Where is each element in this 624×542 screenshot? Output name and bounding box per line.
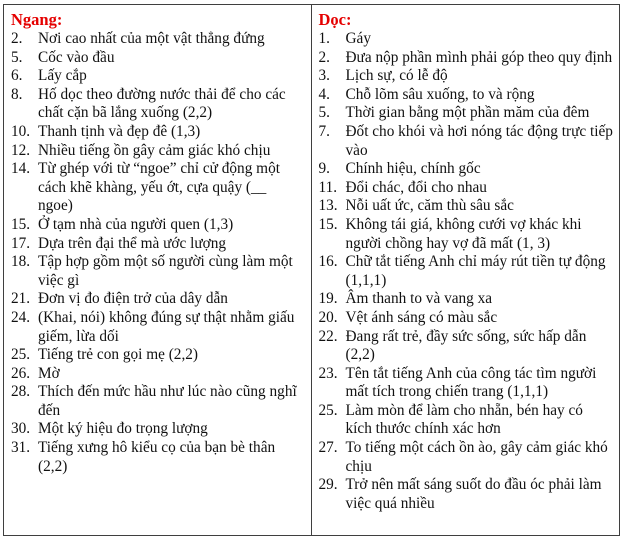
clue-number: 16. <box>318 253 338 271</box>
clue-item <box>11 123 307 142</box>
clue-text: Chính hiệu, chính gốc <box>345 160 481 178</box>
clue-item <box>319 439 616 476</box>
clue-text: Âm thanh to và vang xa <box>345 290 493 308</box>
clue-number: 8. <box>11 85 23 103</box>
clue-item <box>11 290 307 309</box>
clue-item <box>11 365 307 384</box>
clue-number: 15. <box>11 215 31 233</box>
clue-text: Cốc vào đầu <box>38 48 115 66</box>
clue-item <box>11 49 307 68</box>
clue-item <box>11 235 307 254</box>
clue-number: 28. <box>11 383 31 401</box>
clue-number: 13. <box>318 197 338 215</box>
clue-item <box>11 420 307 439</box>
clue-item <box>11 142 307 161</box>
clue-item <box>319 30 616 49</box>
clue-number: 17. <box>11 234 31 252</box>
clue-text: Không tái giá, không cưới vợ khác khi người chồng hay vợ đã mất (1, 3) <box>345 215 582 252</box>
clue-item <box>11 216 307 235</box>
clue-item <box>319 86 616 105</box>
clue-number: 4. <box>318 85 330 103</box>
clue-number: 23. <box>318 364 338 382</box>
clue-text: Thời gian bằng một phần măm của đêm <box>345 104 590 122</box>
clue-item <box>319 365 616 402</box>
clue-text: Đưa nộp phần mình phải góp theo quy định <box>345 48 613 66</box>
clue-item <box>319 216 616 253</box>
across-column <box>4 5 312 535</box>
clue-text: To tiếng một cách ồn ào, gây cảm giác khó chịu <box>345 439 608 475</box>
clue-number: 12. <box>11 141 31 159</box>
clue-item <box>11 67 307 86</box>
clue-item <box>11 346 307 365</box>
clue-number: 26. <box>11 364 31 382</box>
clue-item <box>11 383 307 420</box>
clue-number: 1. <box>318 30 330 47</box>
clue-item <box>11 309 307 346</box>
down-column <box>312 5 620 535</box>
clue-item <box>319 402 616 439</box>
clue-number: 18. <box>11 253 31 271</box>
clue-item <box>319 476 616 513</box>
clue-number: 31. <box>11 439 31 457</box>
clue-text: Đang rất trẻ, đầy sức sống, sức hấp dẫn (2,2) <box>345 327 587 364</box>
clue-number: 2. <box>11 30 23 47</box>
clue-text: Tập hợp gồm một số người cùng làm một việc gì <box>38 253 293 289</box>
clue-number: 20. <box>318 308 338 326</box>
clue-number: 15. <box>318 215 338 233</box>
clue-number: 2. <box>318 48 330 66</box>
clue-item <box>319 309 616 328</box>
clue-text: Tiếng trẻ con gọi mẹ (2,2) <box>38 346 199 364</box>
clue-item <box>319 253 616 290</box>
clue-text: Chỗ lõm sâu xuống, to và rộng <box>345 85 535 103</box>
clue-number: 27. <box>318 439 338 457</box>
clue-text: Hố dọc theo đường nước thải để cho các chất cặn bã lắng xuống (2,2) <box>38 85 286 122</box>
clue-number: 25. <box>318 401 338 419</box>
clue-number: 14. <box>11 160 31 178</box>
clue-number: 22. <box>318 327 338 345</box>
clue-item <box>319 49 616 68</box>
clue-number: 9. <box>318 160 330 178</box>
clue-text: Thanh tịnh và đẹp đê (1,3) <box>38 122 201 140</box>
clue-item <box>319 67 616 86</box>
clue-text: Ở tạm nhà của người quen (1,3) <box>38 215 234 233</box>
clue-item <box>319 160 616 179</box>
clue-text: Một ký hiệu đo trọng lượng <box>38 420 208 438</box>
clue-text: Nơi cao nhất của một vật thẳng đứng <box>38 30 265 47</box>
clue-text: Đổi chác, đổi cho nhau <box>345 178 487 196</box>
clue-text: Thích đến mức hầu như lúc nào cũng nghĩ đến <box>38 383 297 419</box>
clue-number: 5. <box>318 104 330 122</box>
clue-text: Chữ tắt tiếng Anh chỉ máy rút tiền tự động (1,1,1) <box>345 253 606 289</box>
clue-text: Mờ <box>38 364 60 382</box>
clue-number: 21. <box>11 290 31 308</box>
clue-text: Nỗi uất ức, căm thù sâu sắc <box>345 197 514 215</box>
clue-item <box>319 197 616 216</box>
clue-text: Từ ghép với từ “ngoe” chỉ cử động một cách khẽ khàng, yếu ớt, cựa quậy (__ ngoe) <box>38 160 280 215</box>
clue-item <box>11 86 307 123</box>
clue-text: Dựa trên đại thể mà ước lượng <box>38 234 227 252</box>
crossword-clue-table <box>3 4 620 536</box>
clue-number: 25. <box>11 346 31 364</box>
clue-item <box>319 104 616 123</box>
clue-number: 29. <box>318 476 338 494</box>
clue-item <box>319 328 616 365</box>
clue-number: 7. <box>318 122 330 140</box>
clue-text: Vệt ánh sáng có màu sắc <box>345 308 498 326</box>
clue-text: Gáy <box>345 30 371 47</box>
clue-number: 11. <box>318 178 338 196</box>
clue-item <box>319 179 616 198</box>
clue-text: Đốt cho khói và hơi nóng tác động trực tiếp vào <box>345 122 613 159</box>
clue-text: Đơn vị đo điện trở của dây dẫn <box>38 290 228 308</box>
clue-text: Lấy cắp <box>38 67 87 85</box>
across-clue-list <box>11 30 307 476</box>
down-heading: Dọc: <box>318 10 352 29</box>
clue-number: 24. <box>11 308 31 326</box>
clue-number: 30. <box>11 420 31 438</box>
clue-item <box>11 160 307 216</box>
clue-text: (Khai, nói) không đúng sự thật nhằm giấu giếm, lừa dối <box>38 308 295 345</box>
clue-number: 19. <box>318 290 338 308</box>
clue-item <box>319 290 616 309</box>
across-heading: Ngang: <box>11 10 63 29</box>
clue-text: Lịch sự, có lễ độ <box>345 67 448 85</box>
clue-item <box>319 123 616 160</box>
clue-number: 5. <box>11 48 23 66</box>
clue-text: Tiếng xưng hô kiểu cọ của bạn bè thân (2,2) <box>38 439 276 475</box>
clue-number: 10. <box>11 122 31 140</box>
clue-text: Làm mòn để làm cho nhẵn, bén hay có kích thước chính xác hơn <box>345 401 583 438</box>
clue-text: Nhiều tiếng ồn gây cảm giác khó chịu <box>38 141 271 159</box>
clue-item <box>11 439 307 476</box>
clue-number: 3. <box>318 67 330 85</box>
clue-number: 6. <box>11 67 23 85</box>
down-clue-list <box>319 30 616 513</box>
clue-item <box>11 253 307 290</box>
clue-item <box>11 30 307 49</box>
clue-text: Tên tắt tiếng Anh của công tác tìm người mất tích trong chiến trang (1,1,1) <box>345 364 597 401</box>
clue-text: Trở nên mất sáng suốt do đầu óc phải làm việc quá nhiều <box>345 476 602 512</box>
